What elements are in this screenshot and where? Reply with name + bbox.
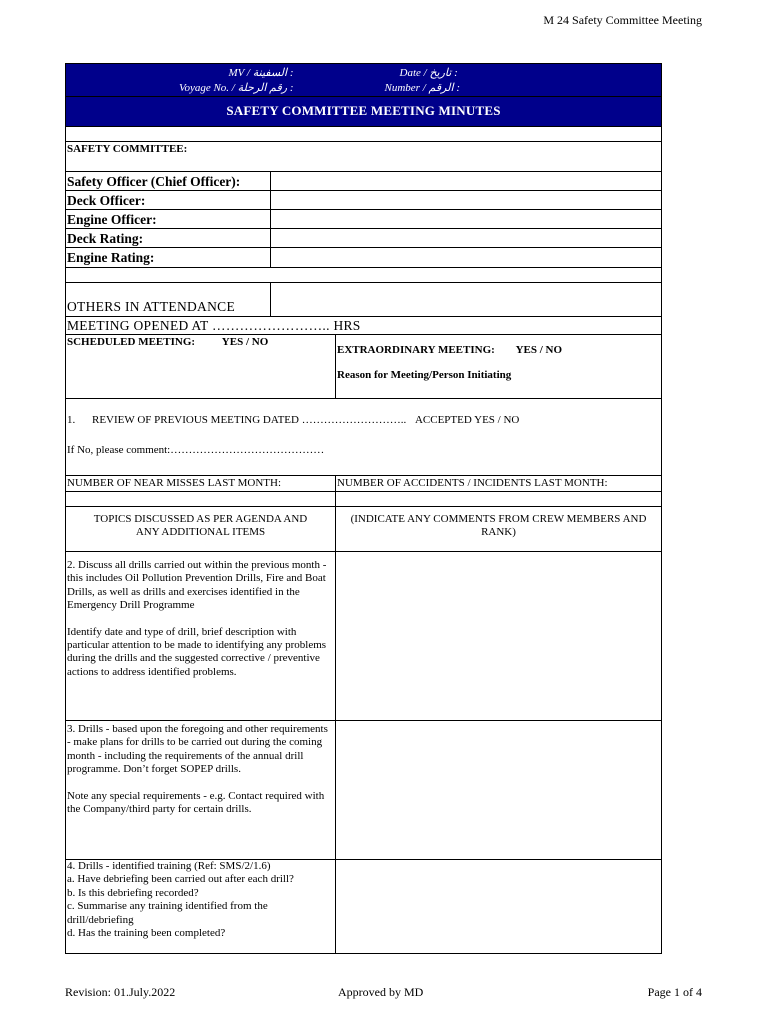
counts-value-row <box>66 492 661 507</box>
member-label: Engine Rating: <box>66 248 271 267</box>
member-row <box>66 172 661 191</box>
agenda-item-line: 4. Drills - identified training (Ref: SMS/2/1.6) <box>67 860 271 872</box>
agenda-item-line: a. Have debriefing been carried out after each drill? <box>67 873 294 886</box>
member-label: Engine Officer: <box>66 210 271 228</box>
date-label: Date / تاريخ : <box>399 67 458 79</box>
agenda-item-text: 2. Discuss all drills carried out within the previous month - this includes Oil Pollution Prevention Drills, Fire and Boat Drills, as well as drills and exercises identified in the Emergency Drill Programme <box>67 559 327 612</box>
review-text: REVIEW OF PREVIOUS MEETING DATED ……………………….. <box>92 414 407 426</box>
review-number: 1. <box>67 414 76 426</box>
meeting-opened-row <box>66 317 661 335</box>
document-code: M 24 Safety Committee Meeting <box>543 13 702 27</box>
topics-header: TOPICS DISCUSSED AS PER AGENDA AND ANY ADDITIONAL ITEMS <box>66 507 336 551</box>
counts-row <box>66 476 661 492</box>
agenda-item-line: b. Is this debriefing recorded? <box>67 886 199 899</box>
voyage-label: Voyage No. / رقم الرحلة : <box>178 82 294 94</box>
member-row <box>66 191 661 210</box>
safety-committee-row <box>66 142 661 172</box>
review-accepted: ACCEPTED YES / NO <box>414 414 520 426</box>
safety-committee-label: SAFETY COMMITTEE: <box>67 143 188 155</box>
near-misses-field[interactable] <box>66 492 336 506</box>
member-name-field[interactable] <box>271 172 661 190</box>
vessel-header <box>66 64 661 97</box>
agenda-item-text: Note any special requirements - e.g. Contact required with the Company/third party for certain drills. <box>67 789 325 816</box>
review-cell <box>66 399 661 475</box>
meeting-type-row <box>66 335 661 399</box>
member-label: Deck Officer: <box>66 191 271 209</box>
member-name-field[interactable] <box>271 248 661 267</box>
review-comment: If No, please comment:…………………………………… <box>67 444 325 456</box>
agenda-item-line: d. Has the training been completed? <box>67 927 226 940</box>
footer-revision: Revision: 01.July.2022 <box>65 985 176 999</box>
comments-header: (INDICATE ANY COMMENTS FROM CREW MEMBERS AND RANK) <box>350 513 647 538</box>
mv-label: MV / السفينة : <box>228 67 294 79</box>
member-name-field[interactable] <box>271 229 661 247</box>
agenda-item-row <box>66 860 661 953</box>
footer-approved: Approved by MD <box>338 985 424 999</box>
form-title: SAFETY COMMITTEE MEETING MINUTES <box>66 97 661 127</box>
agenda-comment-field[interactable] <box>336 721 661 859</box>
spacer-row <box>66 268 661 283</box>
agenda-item-row <box>66 552 661 721</box>
agenda-item-text: Identify date and type of drill, brief description with particular attention to be made to identifying any problems during the drills and the suggested corrective / preventive actions to address identified problems. <box>67 625 327 678</box>
meeting-opened-text: MEETING OPENED AT …………………….. HRS <box>67 318 361 333</box>
member-label: Safety Officer (Chief Officer): <box>66 172 271 190</box>
agenda-item-line: c. Summarise any training identified from the drill/debriefing <box>67 900 268 926</box>
vessel-header-left <box>66 64 364 96</box>
agenda-comment-field[interactable] <box>336 552 661 720</box>
agenda-comment-field[interactable] <box>336 860 661 953</box>
near-misses-label: NUMBER OF NEAR MISSES LAST MONTH: <box>66 476 336 491</box>
meeting-reason-label: Reason for Meeting/Person Initiating <box>337 369 512 381</box>
member-name-field[interactable] <box>271 191 661 209</box>
member-name-field[interactable] <box>271 210 661 228</box>
scheduled-meeting-label: SCHEDULED MEETING: <box>67 336 196 348</box>
agenda-item-text: 3. Drills - based upon the foregoing and other requirements - make plans for drills to be carried out during the coming month - including the requirements of the annual drill programme. Don’t forget SOPEP drills. <box>67 723 328 776</box>
meeting-minutes-form <box>65 63 662 954</box>
accidents-field[interactable] <box>336 492 661 506</box>
accidents-label: NUMBER OF ACCIDENTS / INCIDENTS LAST MONTH: <box>337 477 608 489</box>
agenda-item-row <box>66 721 661 860</box>
agenda-item-drills-review <box>66 552 336 720</box>
extraordinary-meeting-options: YES / NO <box>515 344 563 356</box>
member-row <box>66 210 661 229</box>
agenda-item-training <box>66 860 336 953</box>
agenda-item-drills-plan <box>66 721 336 859</box>
spacer-row <box>66 127 661 142</box>
others-label: OTHERS IN ATTENDANCE <box>66 283 271 316</box>
scheduled-meeting-options: YES / NO <box>221 336 269 348</box>
extraordinary-meeting-cell <box>336 335 661 398</box>
topics-header-row <box>66 507 661 552</box>
extraordinary-meeting-label: EXTRAORDINARY MEETING: <box>337 344 495 356</box>
vessel-header-right <box>364 64 662 96</box>
scheduled-meeting-cell <box>66 335 336 398</box>
member-row <box>66 248 661 268</box>
others-field[interactable] <box>271 283 661 316</box>
others-row <box>66 283 661 317</box>
footer-page-number: Page 1 of 4 <box>647 985 702 999</box>
review-row <box>66 399 661 476</box>
number-label: Number / الرقم : <box>384 82 460 94</box>
member-row <box>66 229 661 248</box>
member-label: Deck Rating: <box>66 229 271 247</box>
